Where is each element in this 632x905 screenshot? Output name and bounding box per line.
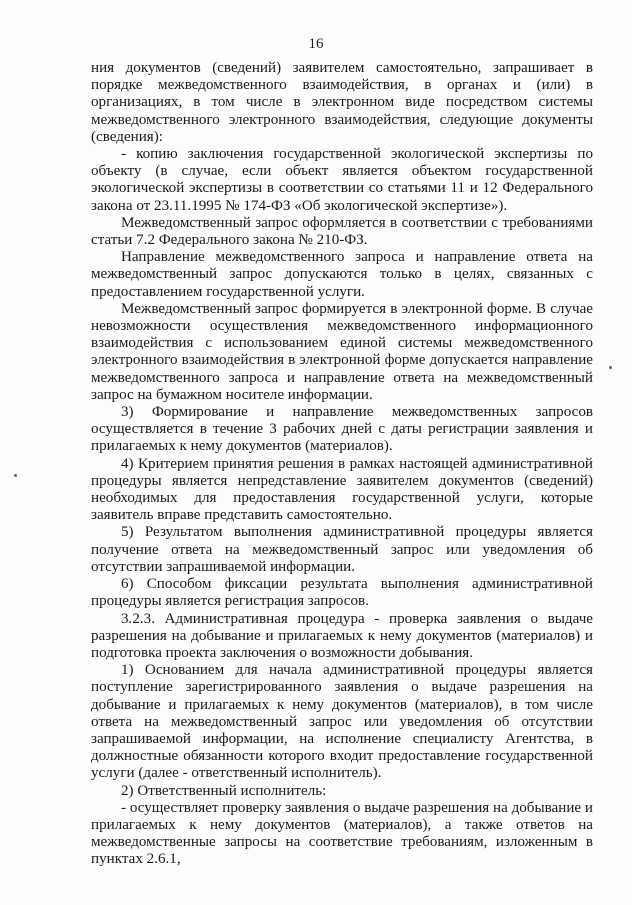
scan-speck <box>14 474 17 477</box>
paragraph-item-6: 6) Способом фиксации результата выполнения административной процедуры является регистрация запросов. <box>91 576 593 610</box>
paragraph-item-4: 4) Критерием принятия решения в рамках настоящей административной процедуры является непредставление заявителем документов (сведений) необходимых для предоставления государственной услуги, которые заявитель вправе представить самостоятельно. <box>91 455 593 524</box>
document-body <box>91 60 593 869</box>
paragraph-request-format: Межведомственный запрос оформляется в соответствии с требованиями статьи 7.2 Федерального закона № 210-ФЗ. <box>91 214 593 249</box>
paragraph-item-3: 3) Формирование и направление межведомственных запросов осуществляется в течение 3 рабочих дней с даты регистрации заявления и прилагаемых к нему документов (материалов). <box>91 404 593 455</box>
paragraph-bullet-expertise: - копию заключения государственной экологической экспертизы по объекту (в случае, если объект является объектом государственной экологической экспертизы в соответствии со статьями 11 и 12 Федерального закона от 23.11.1995 № 174-ФЗ «Об экологической экспертизе»). <box>91 146 593 214</box>
scan-speck <box>609 366 612 369</box>
paragraph-item-1-basis: 1) Основанием для начала административной процедуры является поступление зарегистрированного заявления о выдаче разрешения на добывание и прилагаемых к нему документов (материалов), в том числе ответа на межведомственный запрос или уведомления об отсутствии запрашиваемой информации, на исполнение специалисту Агентства, в должностные обязанности которого входит предоставление государственной услуги (далее - ответственный исполнитель). <box>91 662 593 782</box>
paragraph-request-purpose: Направление межведомственного запроса и направление ответа на межведомственный запрос допускаются только в целях, связанных с предоставлением государственной услуги. <box>91 249 593 300</box>
paragraph-item-5: 5) Результатом выполнения административной процедуры является получение ответа на межведомственный запрос или уведомления об отсутствии запрашиваемой информации. <box>91 524 593 575</box>
paragraph-continuation: ния документов (сведений) заявителем самостоятельно, запрашивает в порядке межведомственного взаимодействия, в органах и (или) в организациях, в том числе в электронном виде посредством системы межведомственного электронного взаимодействия, следующие документы (сведения): <box>91 60 593 145</box>
paragraph-item-2-executor: 2) Ответственный исполнитель: <box>121 782 327 799</box>
paragraph-electronic-form: Межведомственный запрос формируется в электронной форме. В случае невозможности осуществления межведомственного информационного взаимодействия с использованием единой системы межведомственного электронного взаимодействия в электронной форме допускается направление межведомственного запроса и направление ответа на межведомственный запрос на бумажном носителе информации. <box>91 300 593 403</box>
paragraph-section-3-2-3: 3.2.3. Административная процедура - проверка заявления о выдаче разрешения на добывание и прилагаемых к нему документов (материалов) и подготовка проекта заключения о возможности добывания. <box>91 610 593 661</box>
page-number: 16 <box>308 36 324 52</box>
paragraph-bullet-verification: - осуществляет проверку заявления о выдаче разрешения на добывание и прилагаемых к нему документов (материалов), а также ответов на межведомственные запросы на соответствие требованиям, изложенным в пунктах 2.6.1, <box>91 799 593 868</box>
